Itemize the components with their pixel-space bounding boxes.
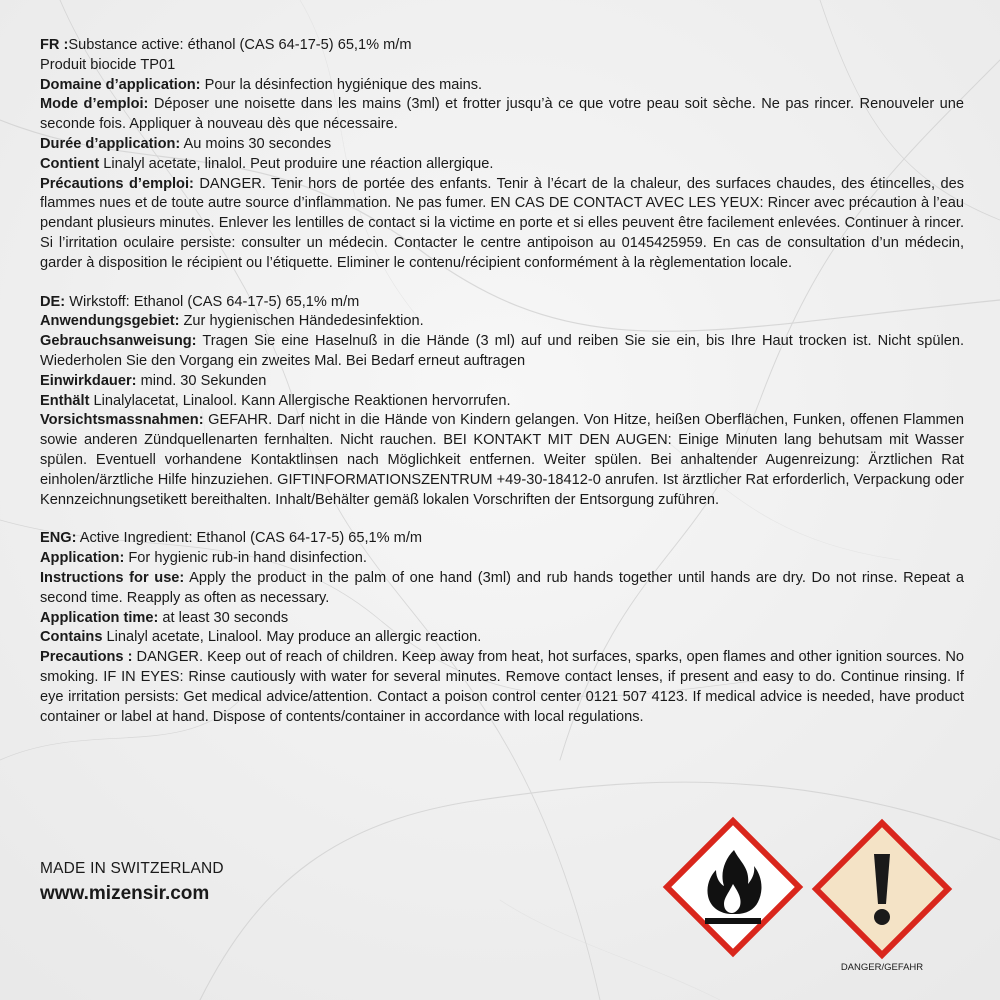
fr-duration xyxy=(40,135,964,155)
label-text xyxy=(40,36,964,746)
de-duration-label: Einwirkdauer: xyxy=(40,372,137,389)
danger-caption: DANGER/GEFAHR xyxy=(840,962,924,973)
en-time-label: Application time: xyxy=(40,609,159,626)
fr-active-substance-text: Substance active: éthanol (CAS 64-17-5) 65,1% m/m xyxy=(68,37,412,53)
section-en xyxy=(40,529,964,727)
section-fr xyxy=(40,36,964,274)
de-precautions-label: Vorsichtsmassnahmen: xyxy=(40,412,204,429)
hazard-pictograms xyxy=(660,814,960,974)
de-application xyxy=(40,312,964,332)
de-duration xyxy=(40,372,964,392)
fr-domain-text: Pour la désinfection hygiénique des mains. xyxy=(200,76,483,93)
fr-language-label: FR : xyxy=(40,37,69,53)
en-time-text: at least 30 seconds xyxy=(158,609,289,626)
fr-domain-label: Domaine d’application: xyxy=(40,76,201,93)
flame-icon xyxy=(667,821,799,953)
de-duration-text: mind. 30 Sekunden xyxy=(136,372,267,389)
de-active-substance xyxy=(40,293,964,313)
fr-mode xyxy=(40,95,964,135)
footer xyxy=(40,858,224,908)
en-application-time xyxy=(40,609,964,629)
website-link[interactable]: www.mizensir.com xyxy=(40,883,210,904)
fr-contains-text: Linalyl acetate, linalol. Peut produire une réaction allergique. xyxy=(99,155,494,172)
en-contains-label: Contains xyxy=(40,629,103,646)
fr-mode-text: Déposer une noisette dans les mains (3ml) et frotter jusqu’à ce que votre peau soit sèche. Ne pas rincer. Renouveler une seconde fois. Appliquer à nouveau dès que nécessaire. xyxy=(40,96,964,133)
fr-contains-label: Contient xyxy=(40,155,100,172)
de-instructions-text: Tragen Sie eine Haselnuß in die Hände (3 ml) auf und reiben Sie sie ein, bis Ihre Haut trocken ist. Nicht spülen. Wiederholen Sie den Vorgang ein zweites Mal. Bei Bedarf erneut auftragen xyxy=(40,333,964,369)
en-instructions xyxy=(40,569,964,609)
fr-duration-text: Au moins 30 secondes xyxy=(180,135,332,152)
de-language-label: DE: xyxy=(40,293,66,310)
de-instructions-label: Gebrauchsanweisung: xyxy=(40,333,197,350)
de-contains-label: Enthält xyxy=(40,392,90,409)
fr-precautions-text: DANGER. Tenir hors de portée des enfants. Tenir à l’écart de la chaleur, des surfaces chaudes, des étincelles, des flammes nues et de toute autre source d’inflammation. Ne pas fumer. EN CAS DE CONTACT AVEC LES YEUX: Rincer avec précaution à l’eau pendant plusieurs minutes. Enlever les lentilles de contact si la victime en porte et si elles peuvent être facilement enlevées. Continuer à rincer. Si l’irritation oculaire persiste: consulter un médecin. Contacter le centre antipoison au 0145425959. En cas de consultation d’un médecin, garder à disposition le récipient ou l’étiquette. Eliminer le contenu/récipient conformément à la règlementation locale. xyxy=(40,175,965,271)
en-contains-text: Linalyl acetate, Linalool. May produce an allergic reaction. xyxy=(102,629,482,646)
en-application xyxy=(40,549,964,569)
en-language-label: ENG: xyxy=(40,530,77,547)
de-instructions xyxy=(40,332,964,372)
fr-biocide: Produit biocide TP01 xyxy=(40,56,176,73)
en-application-label: Application: xyxy=(40,550,125,567)
exclamation-icon xyxy=(816,823,948,955)
de-contains-text: Linalylacetat, Linalool. Kann Allergische Reaktionen hervorrufen. xyxy=(89,392,511,409)
made-in-switzerland: MADE IN SWITZERLAND xyxy=(40,860,224,877)
en-active-ingredient xyxy=(40,529,964,549)
en-instructions-label: Instructions for use: xyxy=(40,569,185,586)
fr-contains xyxy=(40,155,964,175)
fr-precautions-label: Précautions d’emploi: xyxy=(40,175,194,192)
de-precautions xyxy=(40,411,964,510)
en-instructions-text: Apply the product in the palm of one hand (3ml) and rub hands together until hands are dry. Do not rinse. Repeat a second time. Reapply as often as necessary. xyxy=(40,569,964,606)
en-active-ingredient-text: Active Ingredient: Ethanol (CAS 64-17-5) 65,1% m/m xyxy=(76,530,423,547)
en-precautions-text: DANGER. Keep out of reach of children. Keep away from heat, hot surfaces, sparks, open flames and other ignition sources. No smoking. IF IN EYES: Rinse cautiously with water for several minutes. Remove contact lenses, if present and easy to do. Continue rinsing. If eye irritation persists: Get medical advice/attention. Contact a poison control center 0121 507 4123. If medical advice is needed, have product container or label at hand. Dispose of contents/container in accordance with local regulations. xyxy=(40,649,965,725)
de-contains xyxy=(40,392,964,412)
fr-mode-label: Mode d’emploi: xyxy=(40,96,149,113)
fr-duration-label: Durée d’application: xyxy=(40,135,181,152)
en-application-text: For hygienic rub-in hand disinfection. xyxy=(124,550,367,567)
fr-domain xyxy=(40,76,964,96)
en-precautions-label: Precautions : xyxy=(40,649,133,666)
de-precautions-text: GEFAHR. Darf nicht in die Hände von Kindern gelangen. Von Hitze, heißen Oberflächen, Funken, offenen Flammen sowie anderen Zündquellenarten fernhalten. Nicht rauchen. BEI KONTAKT MIT DEN AUGEN: Einige Minuten lang behutsam mit Wasser spülen. Eventuell vorhandene Kontaktlinsen nach Möglichkeit entfernen. Weiter spülen. Bei anhaltender Augenreizung: Ärztlichen Rat einholen/ärztliche Hilfe hinzuziehen. GIFTINFORMATIONSZENTRUM +49-30-18412-0 anrufen. Ist ärztlicher Rat erforderlich, Verpackung oder Kennzeichnungsetikett bereithalten. Inhalt/Behälter gemäß lokalen Vorschriften der Entsorgung zuführen. xyxy=(40,412,964,508)
de-application-text: Zur hygienischen Händedesinfektion. xyxy=(179,313,424,330)
en-contains xyxy=(40,628,964,648)
de-application-label: Anwendungsgebiet: xyxy=(40,313,180,330)
fr-active-substance xyxy=(40,36,964,56)
en-precautions xyxy=(40,648,964,727)
section-de xyxy=(40,293,964,511)
fr-precautions xyxy=(40,175,964,274)
de-active-substance-text: Wirkstoff: Ethanol (CAS 64-17-5) 65,1% m/m xyxy=(65,293,360,310)
